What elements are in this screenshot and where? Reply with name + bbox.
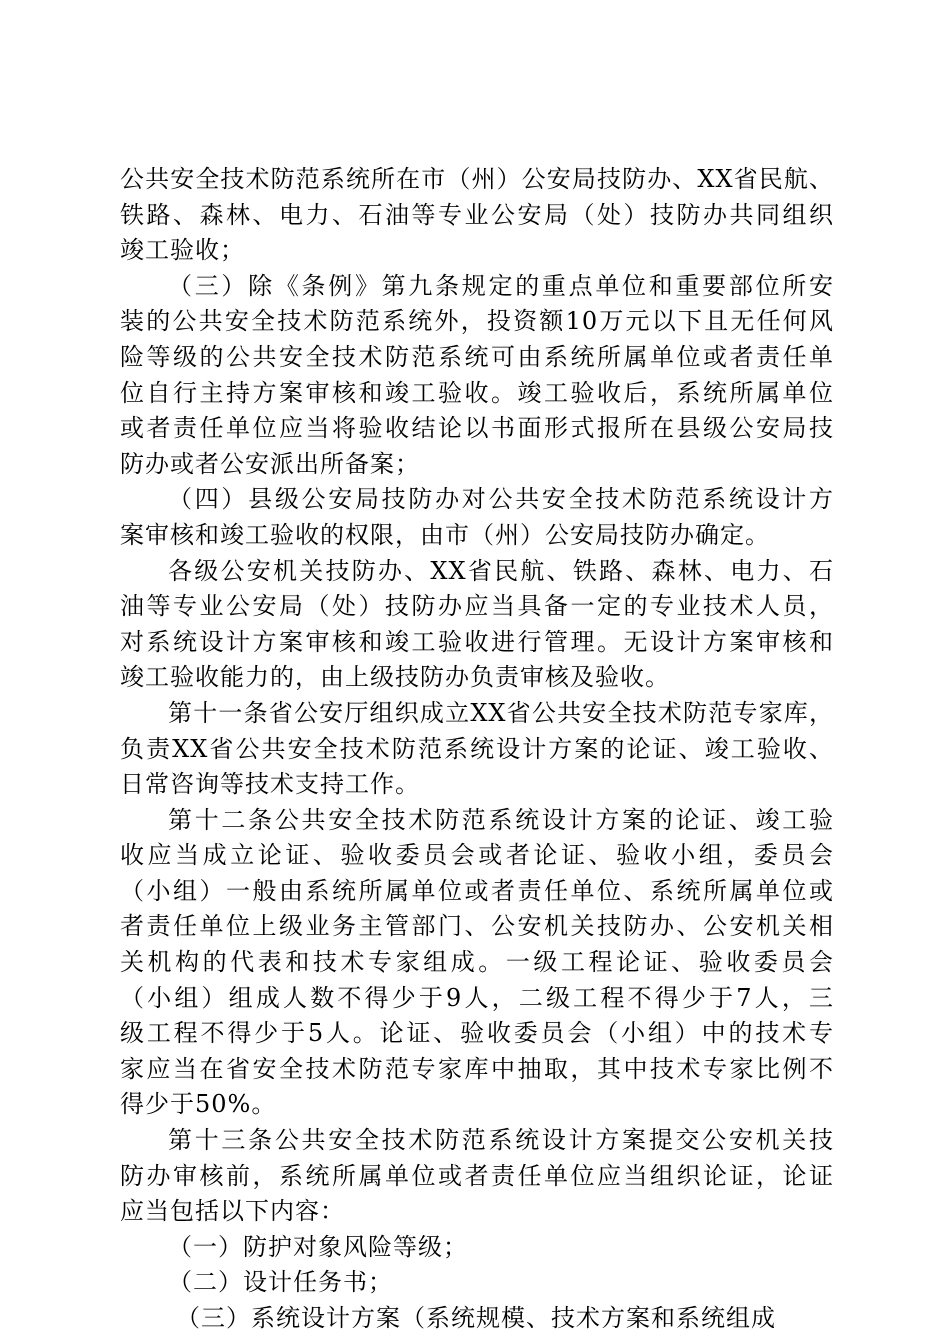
- text-line: （小组）一般由系统所属单位或者责任单位、系统所属单位或: [120, 876, 834, 905]
- text-line: 公共安全技术防范系统所在市（州）公安局技防办、XX省民航、: [120, 165, 834, 193]
- text-line: 第十二条公共安全技术防范系统设计方案的论证、竣工验: [168, 805, 834, 834]
- text-line: 者责任单位上级业务主管部门、公安机关技防办、公安机关相: [120, 912, 834, 941]
- text-line: 或者责任单位应当将验收结论以书面形式报所在县级公安局技: [120, 414, 834, 443]
- text-line: 防办审核前，系统所属单位或者责任单位应当组织论证，论证: [120, 1161, 834, 1190]
- document-body: [120, 162, 834, 1337]
- text-line: 负责XX省公共安全技术防范系统设计方案的论证、竣工验收、: [120, 734, 834, 763]
- text-line: 竣工验收能力的，由上级技防办负责审核及验收。: [120, 663, 670, 692]
- text-line: 日常咨询等技术支持工作。: [120, 770, 420, 799]
- text-line: 家应当在省安全技术防范专家库中抽取，其中技术专家比例不: [120, 1054, 834, 1083]
- text-line: 应当包括以下内容：: [120, 1197, 345, 1226]
- text-line: 位自行主持方案审核和竣工验收。竣工验收后，系统所属单位: [120, 378, 834, 407]
- text-line: （小组）组成人数不得少于9人，二级工程不得少于7人，三: [120, 983, 834, 1012]
- text-line: （三）除《条例》第九条规定的重点单位和重要部位所安: [168, 271, 834, 300]
- text-line: （一）防护对象风险等级；: [168, 1232, 468, 1261]
- text-line: 第十一条省公安厅组织成立XX省公共安全技术防范专家库，: [168, 698, 834, 727]
- text-line: 案审核和竣工验收的权限，由市（州）公安局技防办确定。: [120, 520, 770, 549]
- text-line: 油等专业公安局（处）技防办应当具备一定的专业技术人员，: [120, 592, 834, 621]
- text-line: 收应当成立论证、验收委员会或者论证、验收小组，委员会: [120, 841, 834, 870]
- text-line: 防办或者公安派出所备案；: [120, 449, 420, 478]
- text-line: （三）系统设计方案（系统规模、技术方案和系统组成: [176, 1304, 776, 1332]
- text-line: 各级公安机关技防办、XX省民航、铁路、森林、电力、石: [168, 556, 834, 585]
- text-line: 铁路、森林、电力、石油等专业公安局（处）技防办共同组织: [120, 200, 834, 229]
- text-line: 关机构的代表和技术专家组成。一级工程论证、验收委员会: [120, 948, 834, 977]
- text-line: （二）设计任务书；: [168, 1268, 393, 1297]
- text-line: 级工程不得少于5人。论证、验收委员会（小组）中的技术专: [120, 1019, 834, 1048]
- text-line: 第十三条公共安全技术防范系统设计方案提交公安机关技: [168, 1126, 834, 1155]
- text-line: 得少于50%。: [120, 1090, 277, 1119]
- text-line: （四）县级公安局技防办对公共安全技术防范系统设计方: [168, 485, 834, 514]
- text-line: 装的公共安全技术防范系统外，投资额10万元以下且无任何风: [120, 307, 834, 336]
- text-line: 竣工验收；: [120, 236, 245, 265]
- text-line: 险等级的公共安全技术防范系统可由系统所属单位或者责任单: [120, 342, 834, 371]
- text-line: 对系统设计方案审核和竣工验收进行管理。无设计方案审核和: [120, 627, 834, 656]
